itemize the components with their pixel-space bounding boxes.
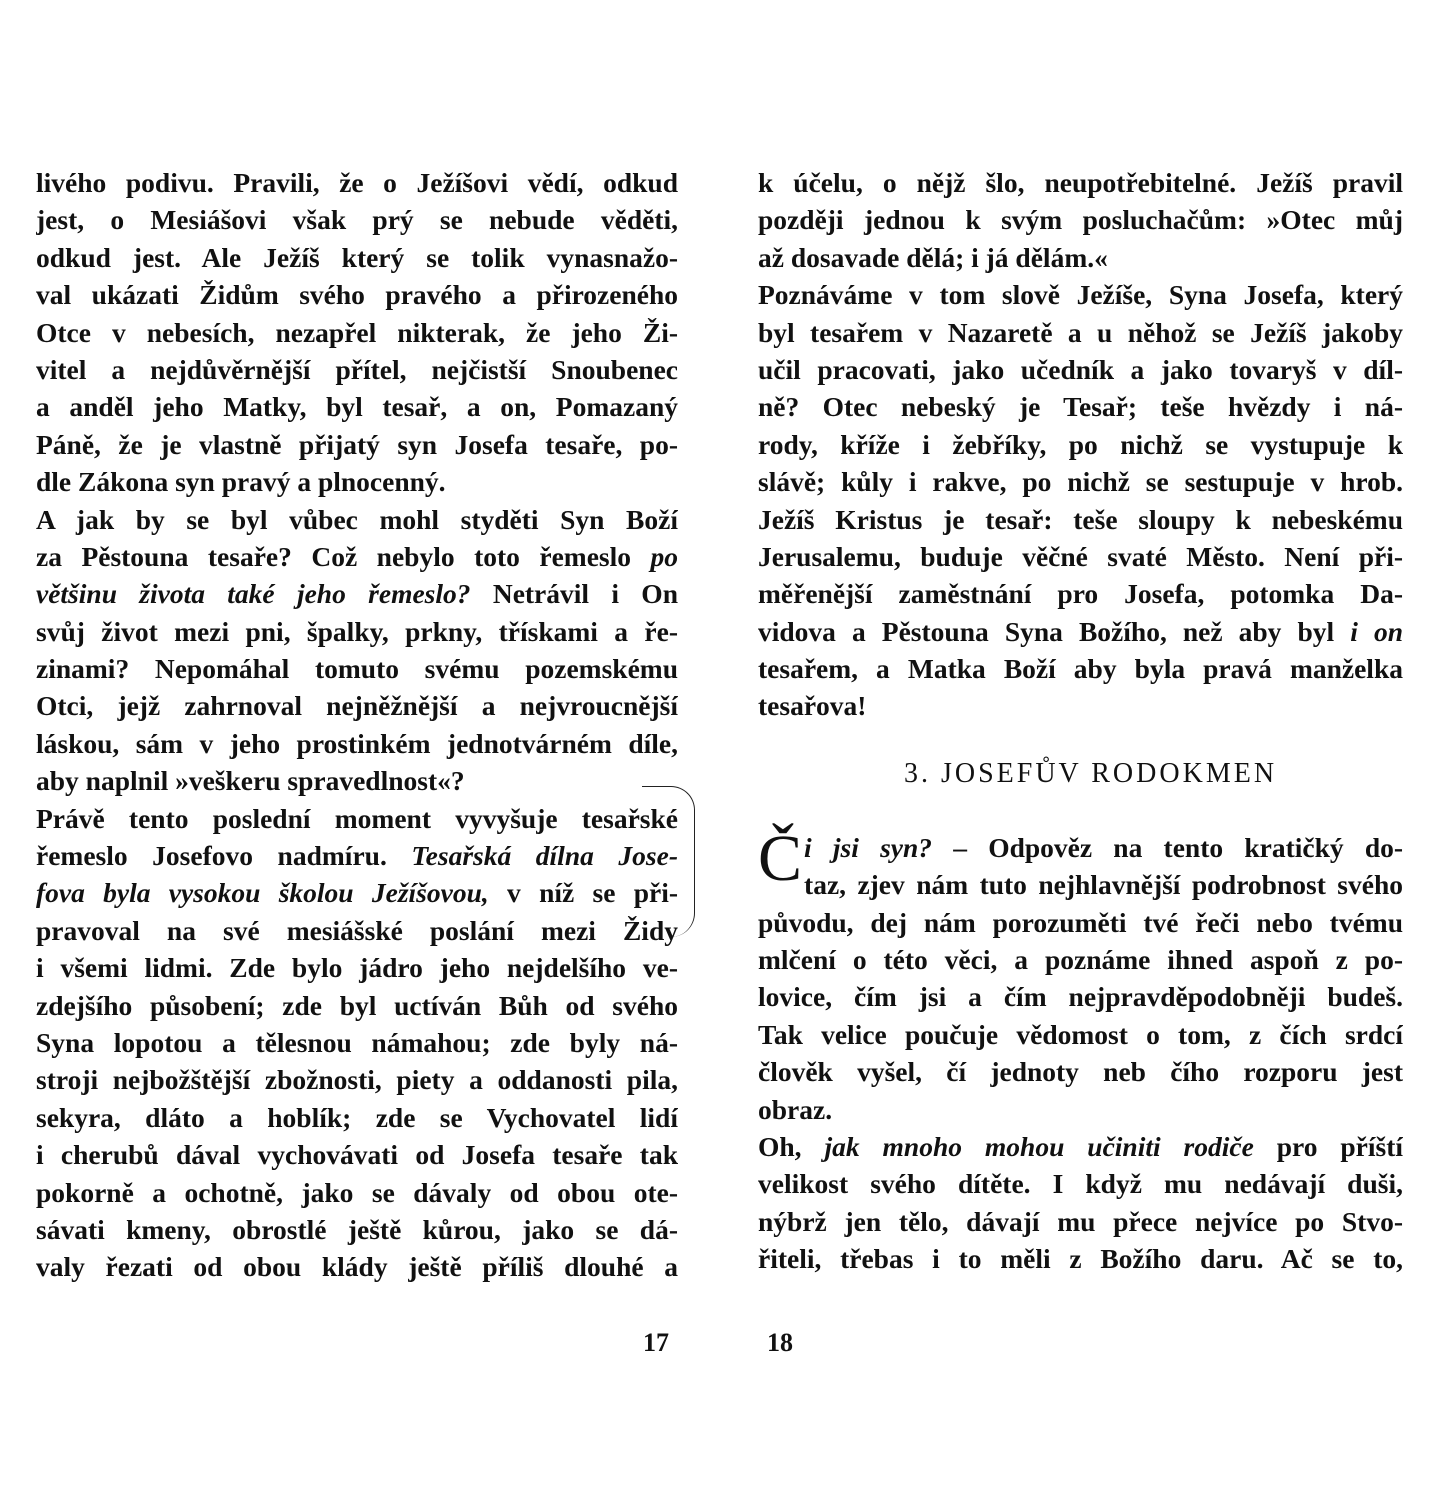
text-line: mlčení o této věci, a poznáme ihned aspoň z po- — [758, 944, 1403, 976]
text-line: stroji nejbožštější zbožnosti, piety a oddanosti pila, — [36, 1064, 678, 1096]
text-line: k účelu, o nějž šlo, neupotřebitelné. Ježíš pravil — [758, 167, 1403, 198]
margin-bracket-mark — [642, 786, 695, 937]
chapter-heading: 3. JOSEFŮV RODOKMEN — [903, 757, 1278, 789]
left-page — [36, 164, 678, 1286]
text-line: odkud jest. Ale Ježíš který se tolik vynasnažo- — [36, 241, 678, 273]
text-line: Jerusalemu, buduje věčné svaté Město. Není při- — [758, 540, 1403, 572]
text-line — [758, 1128, 1403, 1165]
text-line: Syna lopotou a tělesnou námahou; zde byly ná- — [36, 1026, 678, 1058]
text-line: nýbrž jen tělo, dávají mu přece nejvíce po Stvo- — [758, 1205, 1403, 1237]
text-segment: pro příští — [1276, 1130, 1403, 1162]
text-segment: Oh, — [758, 1130, 802, 1162]
text-line: dle Zákona syn pravý a plnocenný. — [36, 466, 446, 498]
italic-segment: i jsi syn? — [804, 831, 933, 863]
text-segment: řemeslo Josefovo nadmíru. — [36, 840, 387, 872]
text-line: jest, o Mesiášovi však prý se nebude věděti, — [36, 204, 678, 236]
text-line: pokorně a ochotně, jako se dávaly od obou ote- — [36, 1176, 678, 1208]
text-line: láskou, sám v jeho prostinkém jednotvárném díle, — [36, 727, 678, 759]
text-line — [804, 829, 1403, 866]
text-line: zinami? Nepomáhal tomuto svému pozemskému — [36, 653, 678, 685]
text-line — [36, 837, 678, 874]
text-line: původu, dej nám porozuměti tvé řeči nebo tvému — [758, 906, 1403, 938]
italic-segment: po — [650, 540, 678, 572]
text-line — [36, 538, 678, 575]
text-line: až dosavade dělá; i já dělám.« — [758, 241, 1108, 273]
text-line: lovice, čím jsi a čím nejpravděpodobněji budeš. — [758, 981, 1403, 1013]
text-line: svůj život mezi pni, špalky, prkny, třískami a ře- — [36, 615, 678, 647]
text-line — [36, 874, 678, 911]
text-line: řiteli, třebas i to měli z Božího daru. Ač se to, — [758, 1243, 1403, 1275]
text-line: taz, zjev nám tuto nejhlavnější podrobnost svého — [804, 869, 1403, 901]
text-line: Páně, že je vlastně přijatý syn Josefa tesaře, po- — [36, 428, 678, 460]
text-line: rody, kříže i žebříky, po nichž se vystupuje k — [758, 428, 1403, 460]
text-line: livého podivu. Pravili, že o Ježíšovi vědí, odkud — [36, 167, 678, 198]
italic-segment: Tesařská dílna Jose- — [411, 840, 678, 872]
text-line: zdejšího působení; zde byl uctíván Bůh od svého — [36, 989, 678, 1021]
text-line: tesařova! — [758, 690, 867, 722]
text-line: val ukázati Židům svého pravého a přirozeného — [36, 279, 678, 311]
text-line: později jednou k svým posluchačům: »Otec můj — [758, 204, 1403, 236]
text-line: ně? Otec nebeský je Tesař; teše hvězdy i ná- — [758, 391, 1403, 423]
text-line: slávě; kůly i rakve, po nichž se sestupuje v hrob. — [758, 466, 1403, 498]
text-line: tesařem, a Matka Boží aby byla pravá manželka — [758, 653, 1403, 685]
text-line: Poznáváme v tom slově Ježíše, Syna Josefa, který — [758, 279, 1403, 311]
right-page — [758, 164, 1403, 1278]
text-line: a anděl jeho Matky, byl tesař, a on, Pomazaný — [36, 391, 678, 423]
text-line: pravoval na své mesiášské poslání mezi Židy — [36, 914, 678, 946]
page-number-right: 18 — [767, 1328, 793, 1357]
text-line — [36, 575, 678, 612]
text-line: valy řezati od obou klády ještě příliš dlouhé a — [36, 1251, 678, 1283]
italic-segment: i on — [1350, 615, 1403, 647]
italic-segment: většinu života také jeho řemeslo? — [36, 578, 471, 610]
text-line: učil pracovati, jako učedník a jako tovaryš v díl- — [758, 353, 1403, 385]
text-segment: – Odpověz na tento kratičký do- — [953, 831, 1403, 863]
text-line: sávati kmeny, obrostlé ještě kůrou, jako se dá- — [36, 1213, 678, 1245]
drop-cap: Č — [758, 821, 803, 895]
text-line: A jak by se byl vůbec mohl styděti Syn Boží — [36, 503, 678, 535]
text-line: Tak velice poučuje vědomost o tom, z čích srdcí — [758, 1018, 1403, 1050]
page-number-left: 17 — [643, 1328, 669, 1357]
text-line: sekyra, dláto a hoblík; zde se Vychovatel lidí — [36, 1101, 678, 1133]
text-line: Otci, jejž zahrnoval nejněžnější a nejvroucnější — [36, 690, 678, 722]
text-segment: za Pěstouna tesaře? Což nebylo toto řemeslo — [36, 540, 632, 572]
text-segment: vidova a Pěstouna Syna Božího, než aby byl — [758, 615, 1335, 647]
text-segment: Netrávil i On — [492, 578, 678, 610]
text-line: měřenější zaměstnání pro Josefa, potomka Da- — [758, 578, 1403, 610]
text-line: velikost svého dítěte. I když mu nedávají duši, — [758, 1168, 1403, 1200]
text-line: vitel a nejdůvěrnější přítel, nejčistší Snoubenec — [36, 353, 678, 385]
italic-segment: jak mnoho mohou učiniti rodiče — [824, 1130, 1254, 1162]
text-line: Ježíš Kristus je tesař: teše sloupy k nebeskému — [758, 503, 1403, 535]
text-line: obraz. — [758, 1093, 833, 1125]
text-segment: v níž se při- — [507, 877, 678, 909]
text-line: i cherubů dával vychovávati od Josefa tesaře tak — [36, 1139, 678, 1171]
text-line: byl tesařem v Nazaretě a u něhož se Ježíš jakoby — [758, 316, 1403, 348]
text-line: Otce v nebesích, nezapřel nikterak, že jeho Ži- — [36, 316, 678, 348]
text-line: i všemi lidmi. Zde bylo jádro jeho nejdelšího ve- — [36, 952, 678, 984]
text-line: člověk vyšel, čí jednoty neb čího rozporu jest — [758, 1056, 1403, 1088]
text-line: Právě tento poslední moment vyvyšuje tesařské — [36, 802, 678, 834]
text-line: aby naplnil »veškeru spravedlnost«? — [36, 765, 465, 797]
italic-segment: fova byla vysokou školou Ježíšovou, — [36, 877, 489, 909]
text-line — [758, 613, 1403, 650]
